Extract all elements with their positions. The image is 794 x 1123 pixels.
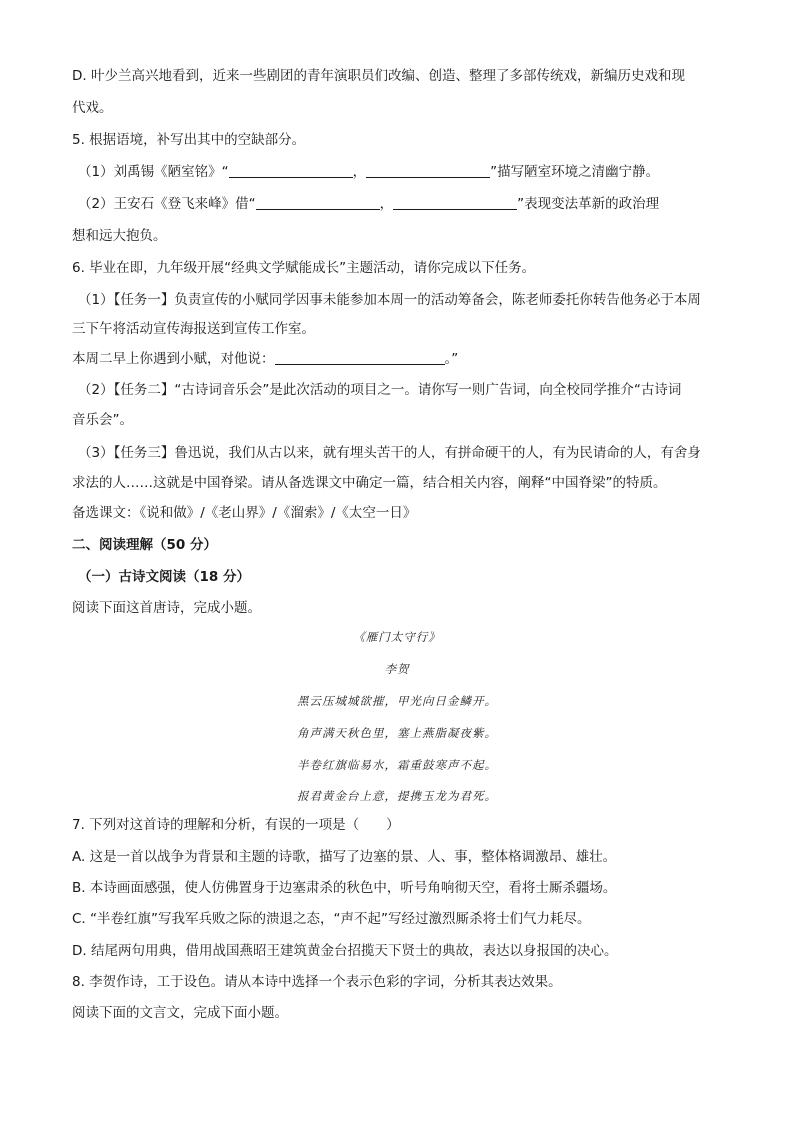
q6-texts: 备选课文：《说和做》/《老山界》/《溜索》/《太空一日》 (72, 505, 417, 521)
poem-line: 黑云压城城欲摧，甲光向日金鳞开。 (297, 694, 497, 708)
q8-stem: 8. 李贺作诗，工于设色。请从本诗中选择一个表示色彩的字词，分析其表达效果。 (72, 974, 562, 990)
q5-item2-prefix: （2）王安石《登飞来峰》借“ (78, 196, 256, 212)
q6-task1-line1: （1）【任务一】负责宣传的小赋同学因事未能参加本周一的活动筹备会，陈老师委托你转告他务必于本周 (78, 292, 701, 308)
q6-task1-suffix: 。” (444, 351, 459, 367)
q5-item2-line2: 想和远大抱负。 (72, 228, 167, 244)
q5-item1-suffix: ”描写陋室环境之清幽宁静。 (490, 164, 660, 180)
q7-stem: 7. 下列对这首诗的理解和分析，有误的一项是（ ） (72, 817, 400, 833)
q4-option-d-line1: D. 叶少兰高兴地看到，近来一些剧团的青年演职员们改编、创造、整理了多部传统戏，新编历史戏和现 (72, 68, 685, 84)
q6-task1-prefix: 本周二早上你遇到小赋，对他说： (72, 351, 275, 367)
q5-item2-sep: ， (379, 196, 394, 212)
q7-option-c: C. “半卷红旗”写我军兵败之际的溃退之态，“声不起”写经过激烈厮杀将士们气力耗尽。 (72, 911, 591, 927)
poem-intro: 阅读下面这首唐诗，完成小题。 (72, 600, 261, 616)
q5-item1-sep: ， (352, 164, 367, 180)
poem-line: 半卷红旗临易水，霜重鼓寒声不起。 (297, 758, 497, 772)
answer-blank[interactable] (256, 195, 380, 210)
section-heading: 二、阅读理解（50 分） (72, 537, 217, 553)
q4-option-d-line2: 代戏。 (72, 100, 113, 116)
q6-task1-line2: 三下午将活动宣传海报送到宣传工作室。 (72, 321, 315, 337)
q5-item1-prefix: （1）刘禹锡《陋室铭》“ (78, 164, 229, 180)
answer-blank[interactable] (393, 195, 517, 210)
poem-author: 李贺 (384, 662, 410, 676)
answer-blank[interactable] (275, 350, 445, 365)
q5-item2 (78, 194, 738, 214)
answer-blank[interactable] (229, 163, 353, 178)
q6-task3-line1: （3）【任务三】鲁迅说，我们从古以来，就有埋头苦干的人，有拼命硬干的人，有为民请命的人，有舍身 (78, 445, 701, 461)
classical-intro: 阅读下面的文言文，完成下面小题。 (72, 1005, 288, 1021)
q7-option-a: A. 这是一首以战争为背景和主题的诗歌，描写了边塞的景、人、事，整体格调激昂、雄壮。 (72, 849, 617, 865)
poem-title: 《雁门太守行》 (353, 630, 441, 644)
q6-stem: 6. 毕业在即，九年级开展“经典文学赋能成长”主题活动，请你完成以下任务。 (72, 260, 536, 276)
q6-task3-line2: 求法的人……这就是中国脊梁。请从备选课文中确定一篇，结合相关内容，阐释“中国脊梁”的特质。 (72, 475, 667, 491)
q5-stem: 5. 根据语境，补写出其中的空缺部分。 (72, 132, 306, 148)
q7-option-b: B. 本诗画面感强，使人仿佛置身于边塞肃杀的秋色中，听号角响彻天空，看将士厮杀疆场。 (72, 880, 617, 896)
q5-item2-suffix: ”表现变法革新的政治理 (517, 196, 660, 212)
sub-heading: （一）古诗文阅读（18 分） (78, 569, 250, 585)
q7-option-d: D. 结尾两句用典，借用战国燕昭王建筑黄金台招揽天下贤士的典故，表达以身报国的决心。 (72, 943, 618, 959)
answer-blank[interactable] (366, 163, 490, 178)
poem-line: 角声满天秋色里，塞上燕脂凝夜紫。 (297, 726, 497, 740)
q6-task2-line2: 音乐会”。 (72, 412, 133, 428)
q5-item1 (78, 162, 738, 182)
q6-task1-line3 (72, 349, 732, 369)
q6-task2-line1: （2）【任务二】“古诗词音乐会”是此次活动的项目之一。请你写一则广告词，向全校同学推介“古诗词 (78, 382, 682, 398)
poem-line: 报君黄金台上意，提携玉龙为君死。 (297, 789, 497, 803)
